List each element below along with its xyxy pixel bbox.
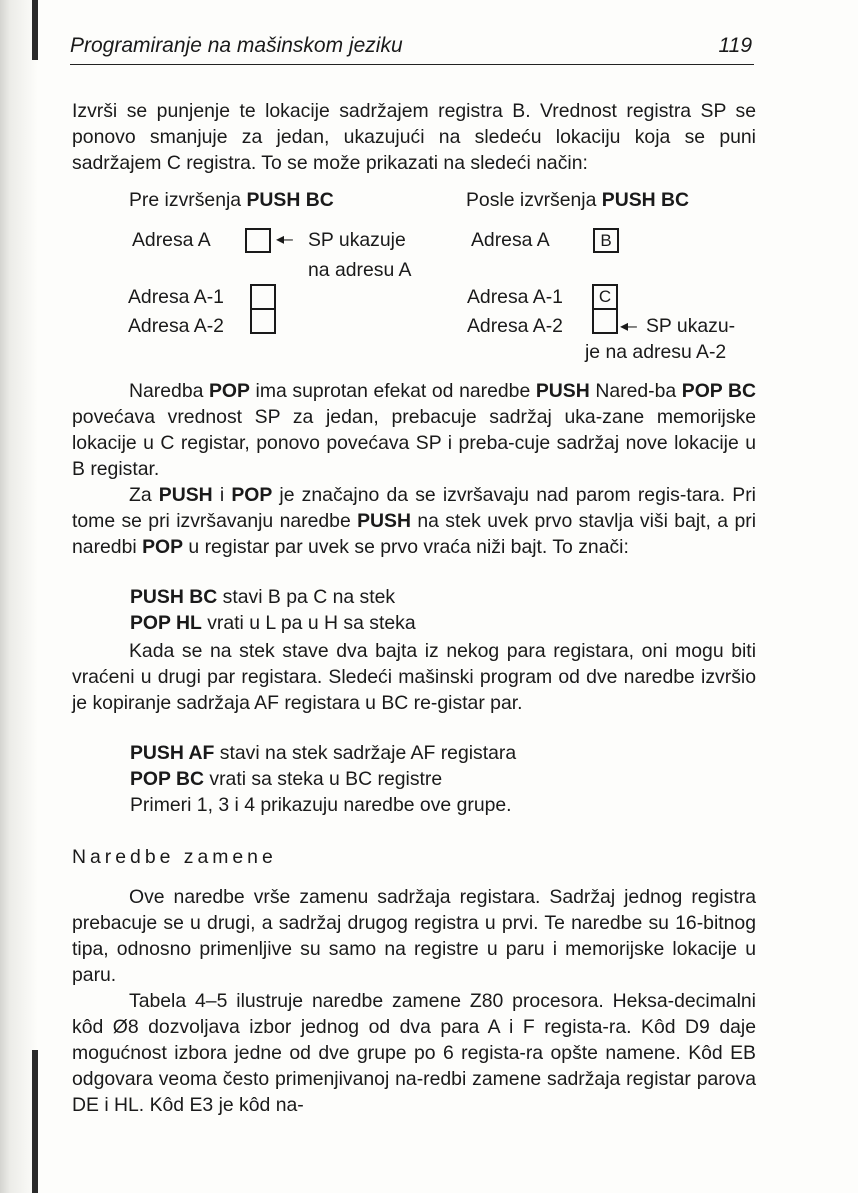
row-label-a1: Adresa A-1 [128, 286, 224, 308]
header-title: Programiranje na mašinskom jeziku [70, 34, 403, 57]
section-heading: Naredbe zamene [72, 846, 277, 868]
page-binding-shadow [0, 0, 40, 1193]
row-label-a2: Adresa A-2 [467, 315, 563, 337]
paragraph: Za PUSH i POP je značajno da se izvršavaju nad parom regis-tara. Pri tome se pri izvršavanju naredbe PUSH na stek uvek prvo stavlja viši bajt, a pri naredbi POP u registar par uvek se prvo vraća niži bajt. To znači: [72, 484, 757, 558]
diagram-title-before: Pre izvršenja PUSH BC [129, 189, 334, 211]
page-number: 119 [718, 34, 752, 57]
sp-note-line1: SP ukazuje [308, 229, 406, 251]
row-label-a1: Adresa A-1 [467, 286, 563, 308]
stack-cell-a [245, 228, 271, 253]
paragraph: Naredba POP ima suprotan efekat od naredbe PUSH Nared-ba POP BC povećava vrednost SP za jedan, prebacuje sadržaj uka-zane memorijske lokacije u C registar, ponovo povećava SP i preba-cuje sadržaj nove lokacije u B registar. [72, 380, 756, 480]
running-header [70, 30, 754, 65]
paragraph: Primeri 1, 3 i 4 prikazuju naredbe ove grupe. [130, 794, 512, 816]
row-label-a: Adresa A [471, 229, 550, 251]
row-label-a: Adresa A [132, 229, 211, 251]
code-example: PUSH AF stavi na stek sadržaje AF registara [130, 742, 517, 764]
code-example: POP BC vrati sa steka u BC registre [130, 768, 443, 790]
arrow-icon: ◂– [276, 231, 293, 248]
stack-cell-a1 [250, 284, 276, 310]
paragraph: Tabela 4–5 ilustruje naredbe zamene Z80 procesora. Heksa-decimalni kôd Ø8 dozvoljava izbor jednog od dva para A i F registа-ra. Kôd D9 daje mogućnost izbora jedne od dve grupe po 6 registа-ra opšte namene. Kôd EB odgovara veoma često primenjivanoj na-redbi zamene sadržaja registar parova DE i HL. Kôd E3 je kôd na- [72, 990, 756, 1116]
paragraph: Kada se na stek stave dva bajta iz nekog para registara, oni mogu biti vraćeni u drugi par registara. Sledeći mašinski program od dve naredbe izvršio je kopiranje sadržaja AF registara u BC re-gistar par. [72, 640, 756, 714]
code-example: PUSH BC stavi B pa C na stek [130, 586, 396, 608]
stack-cell-a2 [250, 308, 276, 334]
row-label-a2: Adresa A-2 [128, 315, 224, 337]
sp-note-line1: SP ukazu- [646, 315, 736, 337]
sp-note-line2: na adresu A [308, 259, 412, 281]
paragraph: Ove naredbe vrše zamenu sadržaja registara. Sadržaj jednog registra prebacuje se u drugi, a sadržaj drugog registra u prvi. Te naredbe su 16-bitnog tipa, odnosno primenljive su samo na registre u paru i memorijske lokacije u paru. [72, 886, 756, 986]
arrow-icon: ◂– [620, 318, 637, 335]
stack-cell-a1: C [592, 284, 618, 310]
binding-edge [32, 0, 38, 60]
binding-edge [32, 1050, 38, 1193]
diagram-title-after: Posle izvršenja PUSH BC [466, 189, 690, 211]
paragraph: Izvrši se punjenje te lokacije sadržajem registra B. Vrednost registra SP se ponovo smanjuje za jedan, ukazujući na sledeću lokaciju koja se puni sadržajem C registra. To se može prikazati na sledeći način: [72, 100, 756, 174]
stack-cell-a: B [593, 228, 619, 253]
code-example: POP HL vrati u L pa u H sa steka [130, 612, 416, 634]
sp-note-line2: je na adresu A-2 [585, 341, 727, 363]
stack-cell-a2 [592, 308, 618, 334]
